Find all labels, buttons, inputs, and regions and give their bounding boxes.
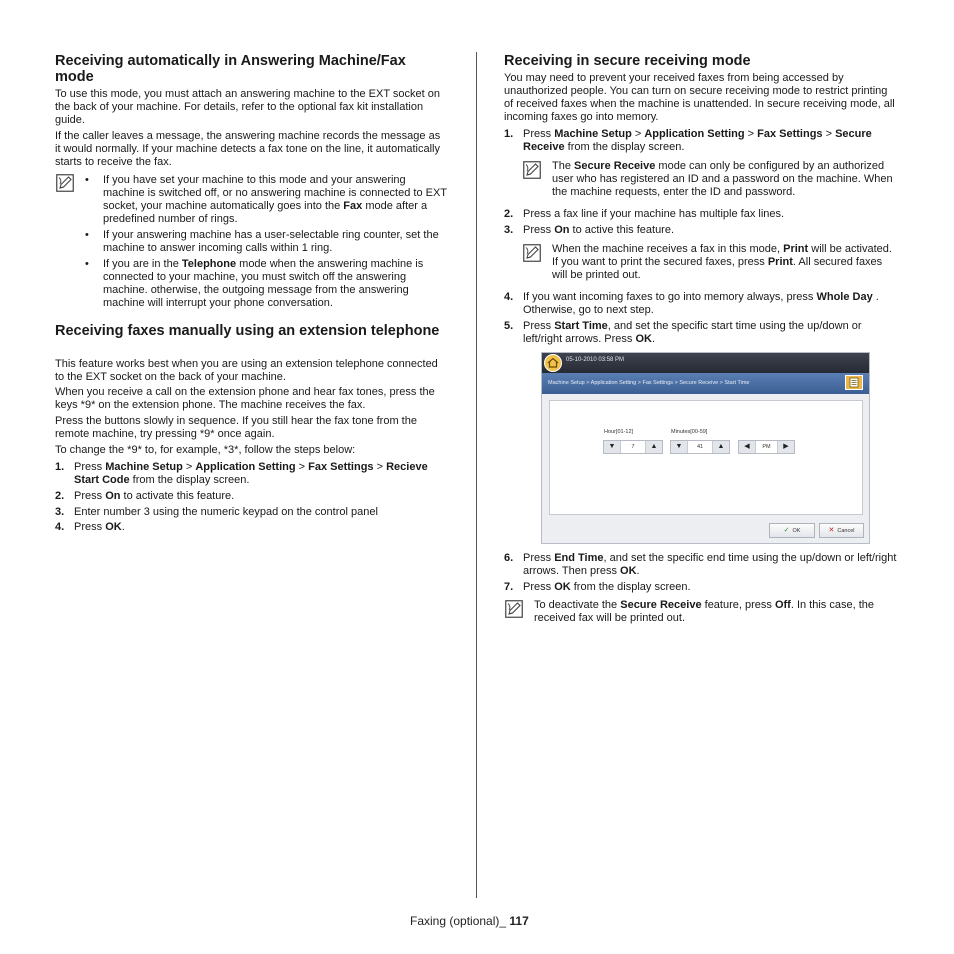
datetime: 05-10-2010 03:58 PM [566, 357, 625, 363]
note-text: The Secure Receive mode can only be configured by an authorized user who has registered an ID and a password on the machine. When the machine requests, enter the ID and password. [552, 160, 893, 198]
paragraph: Press the buttons slowly in sequence. If you still hear the fax tone from the remote machine, try pressing *9* once again. [55, 415, 417, 440]
note-pencil-icon [505, 600, 523, 618]
note-pencil-icon [56, 174, 74, 192]
paragraph: If the caller leaves a message, the answering machine records the message as it would normally. If your machine detects a fax tone on the line, it automatically starts to receive the fax. [55, 130, 441, 168]
paragraph: To use this mode, you must attach an answering machine to the EXT socket on the back of your machine. For details, refer to the optional fax kit installation guide. [55, 88, 441, 126]
ok-button[interactable]: ✓ OK [769, 523, 815, 538]
bullet-item: • If your answering machine has a user-selectable ring counter, set the machine to answer incoming calls within 1 ring. [85, 229, 439, 254]
start-time-screen [541, 352, 870, 544]
status-bar [542, 353, 869, 373]
column-divider [476, 52, 477, 898]
heading-secure-receiving: Receiving in secure receiving mode [504, 53, 751, 69]
job-status-icon[interactable] [845, 375, 863, 390]
step-item: 5. Press Start Time, and set the specific start time using the up/down or left/right arrows. Press OK. [504, 320, 862, 345]
hour-down-button[interactable]: ▼ [604, 441, 620, 453]
ampm-left-button[interactable]: ◀ [739, 441, 755, 453]
close-icon: ✕ [828, 527, 835, 534]
time-settings-panel [549, 400, 863, 515]
cancel-button[interactable]: ✕ Cancel [819, 523, 864, 538]
ampm-value: PM [755, 441, 778, 453]
minutes-down-button[interactable]: ▼ [671, 441, 687, 453]
minutes-stepper [670, 440, 730, 454]
note-text: When the machine receives a fax in this mode, Print will be activated. If you want to print the secured faxes, press Print. All secured faxes will be printed out. [552, 243, 892, 281]
step-item: 6. Press End Time, and set the specific end time using the up/down or left/right arrows. Then press OK. [504, 552, 897, 577]
minutes-value: 41 [687, 441, 713, 453]
footer-section: Faxing (optional)_ [410, 914, 510, 928]
step-item: 4. Press OK. [55, 521, 125, 533]
step-item: 2. Press a fax line if your machine has multiple fax lines. [504, 208, 785, 220]
bullet-item: • If you have set your machine to this mode and your answering machine is switched off, or no answering machine is connected to EXT socket, your machine automatically goes into the Fax mode after a predefined number of rings. [85, 174, 447, 225]
step-item: 3. Press On to active this feature. [504, 224, 675, 236]
minutes-label: Minutes[00-59] [671, 429, 708, 435]
paragraph: This feature works best when you are using an extension telephone connected to the EXT socket on the back of your machine. [55, 358, 438, 383]
hour-label: Hour[01-12] [604, 429, 634, 435]
step-item: 2. Press On to activate this feature. [55, 490, 235, 502]
step-item: 3. Enter number 3 using the numeric keypad on the control panel [55, 506, 378, 518]
home-icon[interactable] [544, 354, 562, 372]
hour-stepper [603, 440, 663, 454]
note-text: To deactivate the Secure Receive feature, press Off. In this case, the received fax will be printed out. [534, 599, 874, 624]
hour-value: 7 [620, 441, 646, 453]
step-item: 1. Press Machine Setup > Application Setting > Fax Settings > Recieve Start Code from the display screen. [55, 461, 428, 486]
step-item: 7. Press OK from the display screen. [504, 581, 691, 593]
step-item: 4. If you want incoming faxes to go into memory always, press Whole Day . Otherwise, go to next step. [504, 291, 879, 316]
hour-up-button[interactable]: ▲ [646, 441, 662, 453]
paragraph: To change the *9* to, for example, *3*, follow the steps below: [55, 444, 356, 456]
paragraph: When you receive a call on the extension phone and hear fax tones, press the keys *9* on the extension phone. The machine receives the fax. [55, 386, 435, 411]
step-item: 1. Press Machine Setup > Application Setting > Fax Settings > Secure Receive from the display screen. [504, 128, 872, 153]
breadcrumb-text: Machine Setup > Application Setting > Fax Settings > Secure Receive > Start Time [548, 380, 750, 386]
note-pencil-icon [523, 244, 541, 262]
breadcrumb [542, 373, 869, 394]
page-footer [410, 914, 529, 928]
ampm-toggle [738, 440, 795, 454]
ampm-right-button[interactable]: ▶ [778, 441, 794, 453]
heading-answering-machine: Receiving automatically in Answering Machine/Fax mode [55, 53, 406, 85]
check-icon: ✓ [783, 527, 790, 534]
minutes-up-button[interactable]: ▲ [713, 441, 729, 453]
bullet-item: • If you are in the Telephone mode when the answering machine is connected to your machine, you must switch off the answering machine. otherwise, the outgoing message from the answering machine will interrupt your phone conversation. [85, 258, 424, 309]
heading-manual-extension: Receiving faxes manually using an extension telephone [55, 323, 440, 339]
paragraph: You may need to prevent your received faxes from being accessed by unauthorized people. You can turn on secure receiving mode to restrict printing of received faxes when the machine is unattended. In secure receiving mode, all incoming faxes go into memory. [504, 72, 895, 123]
note-pencil-icon [523, 161, 541, 179]
page-number: 117 [509, 914, 529, 928]
